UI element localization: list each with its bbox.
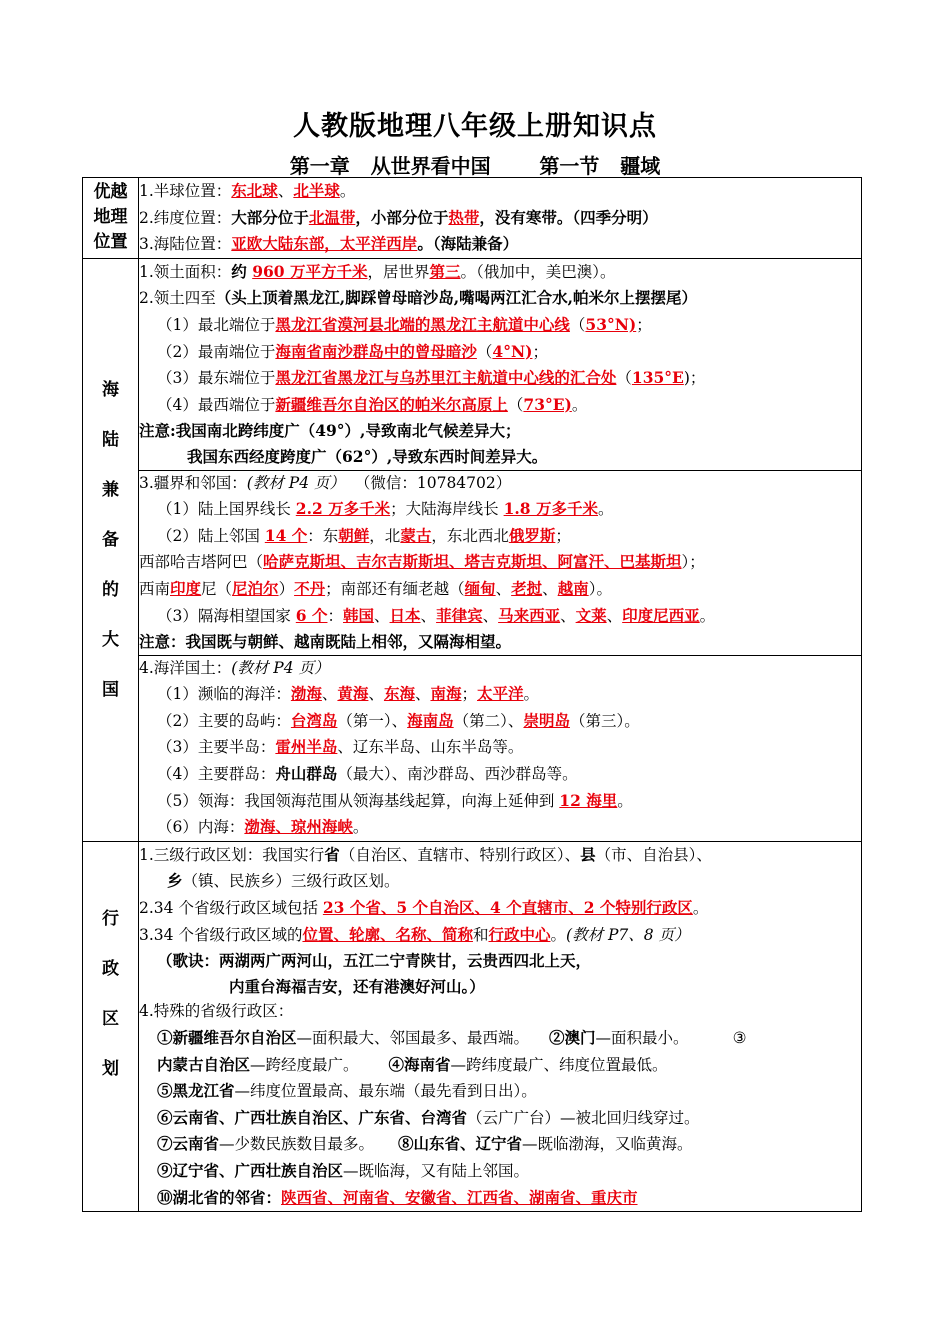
text-line: 1.半球位置：东北球、北半球。 (139, 181, 356, 200)
section-row-territory-b (83, 470, 862, 655)
key-term: 亚欧大陆东部，太平洋西岸 (231, 234, 418, 254)
knowledge-table (82, 177, 862, 1212)
label-char: 行 (102, 908, 119, 929)
key-term: 东北球 (231, 181, 278, 200)
key-term: 14 个 (264, 525, 308, 545)
key-term: 北半球 (293, 181, 340, 200)
key-term: 960 万平方千米 (252, 261, 368, 281)
section-row-admin (83, 841, 862, 1211)
section-content-borders (139, 470, 862, 655)
key-term: 135°E (631, 368, 684, 388)
label-char: 的 (102, 579, 119, 600)
key-term: 23 个省、5 个自治区、4 个直辖市、2 个特别行政区 (322, 898, 693, 918)
chapter-subtitle: 第一章 从世界看中国 第一节 疆域 (289, 154, 661, 178)
section-label-location (83, 178, 139, 259)
key-term: 2.2 万多千米 (295, 499, 391, 519)
key-term: 雷州半岛 (275, 737, 338, 757)
key-term: 蒙古 (400, 525, 432, 545)
key-term: 73°E) (523, 394, 572, 414)
key-term: 老挝 (511, 578, 543, 598)
key-term: 1.8 万多千米 (503, 499, 598, 519)
key-term: 北温带 (308, 207, 356, 227)
label-char: 国 (102, 679, 119, 700)
key-term: 哈萨克斯坦、吉尔吉斯斯坦、塔吉克斯坦、阿富汗、巴基斯坦 (263, 552, 682, 572)
key-term: 文莱 (575, 605, 607, 625)
mnemonic-line: 内重台海福吉安，还有港澳好河山。） (229, 976, 485, 996)
label-char: 位置 (93, 232, 128, 252)
label-char: 海 (102, 379, 119, 400)
key-term: 53°N) (585, 314, 637, 334)
note-line: 我国东西经度跨度广（62°）,导致东西时间差异大。 (187, 446, 548, 466)
key-term: 韩国 (343, 605, 375, 625)
key-term: 台湾岛 (290, 710, 338, 730)
text-line: （3）主要半岛：雷州半岛、辽东半岛、山东半岛等。 (157, 737, 524, 757)
section-content-area (139, 258, 862, 470)
text-line: 3.疆界和邻国：(教材 P4 页） （微信：10784702） (139, 473, 512, 492)
text-line: （2）主要的岛屿：台湾岛（第一）、海南岛（第二）、崇明岛（第三）。 (157, 710, 640, 730)
key-term: 南海 (430, 684, 462, 704)
section-content-admin (139, 841, 862, 1211)
text-line: 乡（镇、民族乡）三级行政区划。 (167, 871, 400, 891)
text-line: 1.领土面积：约 960 万平方千米，居世界第三。（俄加中，美巴澳）。 (139, 261, 616, 281)
section-label-territory (83, 258, 139, 841)
text-line: 内蒙古自治区—跨经度最广。 ④海南省—跨纬度最广、纬度位置最低。 (157, 1054, 668, 1074)
label-char: 兼 (102, 479, 119, 500)
text-line: 3.34 个省级行政区域的位置、轮廓、名称、简称和行政中心。(教材 P7、8 页） (139, 924, 690, 944)
text-line: （1）陆上国界线长 2.2 万多千米；大陆海岸线长 1.8 万多千米。 (157, 499, 614, 519)
label-char: 地理 (93, 207, 128, 227)
text-line: 4.特殊的省级行政区： (139, 1002, 294, 1021)
section-content-ocean (139, 655, 862, 841)
text-line: （2）陆上邻国 14 个：东朝鲜，北蒙古，东北西北俄罗斯； (157, 525, 571, 545)
text-line: 2.34 个省级行政区域包括 23 个省、5 个自治区、4 个直辖市、2 个特别行政区。 (139, 898, 709, 918)
text-line: 3.海陆位置：亚欧大陆东部，太平洋西岸。（海陆兼备） (139, 234, 519, 254)
key-term: 印度尼西亚 (622, 605, 700, 625)
text-line: （2）最南端位于海南省南沙群岛中的曾母暗沙（4°N)； (157, 341, 548, 361)
text-line: （1）濒临的海洋：渤海、黄海、东海、南海；太平洋。 (157, 684, 540, 704)
section-row-territory-c (83, 655, 862, 841)
key-term: 海南岛 (407, 710, 454, 730)
key-term: 行政中心 (488, 924, 551, 944)
text-line: 4.海洋国土：(教材 P4 页） (139, 658, 330, 677)
key-term: 热带 (448, 207, 480, 227)
key-term: 俄罗斯 (508, 525, 556, 545)
key-term: 黄海 (337, 684, 369, 704)
label-char: 划 (102, 1058, 119, 1079)
label-char: 陆 (102, 429, 119, 450)
text-line: （3）最东端位于黑龙江省黑龙江与乌苏里江主航道中心线的汇合处（135°E)； (157, 368, 706, 388)
label-char: 备 (102, 529, 119, 550)
key-term: 越南 (557, 578, 589, 598)
mnemonic-line: （歌诀：两湖两广两河山，五江二宁青陕甘，云贵西四北上天， (157, 951, 592, 971)
key-term: 渤海 (290, 684, 322, 704)
text-line: 西南印度尼（尼泊尔）不丹；南部还有缅老越（缅甸、老挝、越南）。 (139, 578, 612, 598)
label-char: 优越 (93, 182, 128, 202)
key-term: 马来西亚 (498, 605, 561, 625)
label-char: 区 (102, 1008, 119, 1029)
text-line: （5）领海：我国领海范围从领海基线起算，向海上延伸到 12 海里。 (157, 790, 633, 810)
text-line: ⑦云南省—少数民族数目最多。 ⑧山东省、辽宁省—既临渤海，又临黄海。 (157, 1134, 693, 1154)
text-line: （6）内海：渤海、琼州海峡。 (157, 817, 369, 837)
key-term: 新疆维吾尔自治区的帕米尔高原上 (275, 394, 508, 414)
text-line: ①新疆维吾尔自治区—面积最大、邻国最多、最西端。 ②澳门—面积最小。 ③ (157, 1028, 747, 1047)
label-char: 政 (102, 958, 119, 979)
section-content-location (139, 178, 862, 259)
section-row-location (83, 178, 862, 259)
key-term: 崇明岛 (523, 710, 570, 730)
text-line: 西部哈吉塔阿巴（哈萨克斯坦、吉尔吉斯斯坦、塔吉克斯坦、阿富汗、巴基斯坦）； (139, 552, 705, 572)
key-term: 菲律宾 (436, 605, 483, 625)
text-line: （4）最西端位于新疆维吾尔自治区的帕米尔高原上（73°E)。 (157, 394, 588, 414)
text-line: ⑥云南省、广西壮族自治区、广东省、台湾省（云广广台）—被北回归线穿过。 (157, 1107, 700, 1127)
text-line: （1）最北端位于黑龙江省漠河县北端的黑龙江主航道中心线（53°N)； (157, 314, 652, 334)
key-term: 尼泊尔 (232, 578, 279, 598)
section-label-admin (83, 841, 139, 1211)
label-char: 大 (102, 629, 119, 650)
key-term: 4°N) (492, 341, 533, 361)
text-line: 2.纬度位置：大部分位于北温带，小部分位于热带，没有寒带。（四季分明） (139, 207, 658, 227)
key-term: 不丹 (294, 578, 326, 598)
key-term: 缅甸 (464, 578, 496, 598)
text-line: （4）主要群岛：舟山群岛（最大）、南沙群岛、西沙群岛等。 (157, 764, 578, 784)
text-line: ⑩湖北省的邻省：陕西省、河南省、安徽省、江西省、湖南省、重庆市 (157, 1187, 638, 1207)
key-term: 陕西省、河南省、安徽省、江西省、湖南省、重庆市 (281, 1187, 638, 1207)
key-term: 海南省南沙群岛中的曾母暗沙 (275, 341, 477, 361)
text-line: ⑤黑龙江省—纬度位置最高、最东端（最先看到日出）。 (157, 1081, 537, 1101)
page-title: 人教版地理八年级上册知识点 (293, 111, 657, 142)
text-line: ⑨辽宁省、广西壮族自治区—既临海，又有陆上邻国。 (157, 1160, 530, 1180)
key-term: 渤海、琼州海峡 (244, 817, 353, 837)
key-term: 东海 (383, 684, 415, 704)
note-line: 注意:我国南北跨纬度广（49°）,导致南北气候差异大； (139, 421, 521, 441)
note-line: 注意：我国既与朝鲜、越南既陆上相邻，又隔海相望。 (139, 632, 512, 652)
key-term: 日本 (389, 605, 421, 625)
key-term: 朝鲜 (338, 525, 370, 545)
text-line: 1.三级行政区划：我国实行省（自治区、直辖市、特别行政区）、县（市、自治县）、 (139, 844, 712, 864)
key-term: 第三 (429, 261, 461, 281)
key-term: 位置、轮廓、名称、简称 (302, 924, 473, 944)
key-term: 太平洋 (477, 684, 524, 704)
key-term: 6 个 (295, 605, 328, 625)
key-term: 黑龙江省漠河县北端的黑龙江主航道中心线 (275, 314, 570, 334)
key-term: 12 海里 (559, 790, 618, 810)
key-term: 黑龙江省黑龙江与乌苏里江主航道中心线的汇合处 (275, 368, 617, 388)
text-line: （3）隔海相望国家 6 个：韩国、日本、菲律宾、马来西亚、文莱、印度尼西亚。 (157, 605, 716, 625)
key-term: 印度 (170, 578, 202, 598)
text-line: 2.领土四至（头上顶着黑龙江,脚踩曾母暗沙岛,嘴喝两江汇合水,帕米尔上摆摆尾） (139, 288, 697, 308)
section-row-territory-a (83, 258, 862, 470)
